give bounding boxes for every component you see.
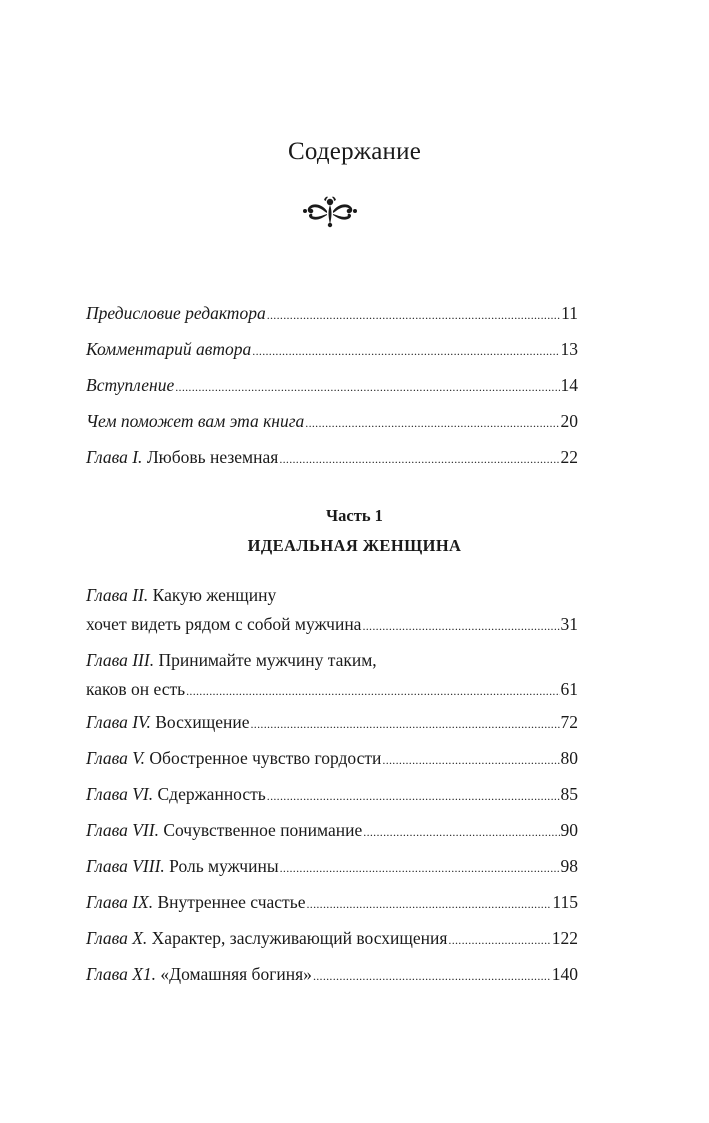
page-number: 22 <box>560 447 578 467</box>
entry-title: Любовь неземная <box>142 447 279 467</box>
dot-leader <box>267 786 560 807</box>
fleuron-ornament-icon <box>302 194 358 228</box>
entry-title: Вступление <box>86 375 175 395</box>
chapter-number: Глава X1. <box>86 964 157 984</box>
entry-title: Какую женщину <box>148 585 277 605</box>
toc-entry[interactable] <box>86 650 578 702</box>
toc-entry[interactable] <box>86 447 578 470</box>
toc-entry[interactable] <box>86 303 578 326</box>
entry-title: Характер, заслуживающий восхищения <box>147 928 448 948</box>
chapter-number: Глава X. <box>86 928 148 948</box>
chapter-number: Глава VI. <box>86 784 154 804</box>
entry-title-continued: хочет видеть рядом с собой мужчина <box>86 614 362 634</box>
page-number: 90 <box>560 820 578 840</box>
toc-entry[interactable] <box>86 892 578 915</box>
chapter-number: Глава II. <box>86 585 149 605</box>
dot-leader <box>305 413 559 434</box>
dot-leader <box>362 616 559 637</box>
page-number: 140 <box>551 964 578 984</box>
entry-title: Чем поможет вам эта книга <box>86 411 305 431</box>
page-number: 122 <box>551 928 578 948</box>
page-number: 20 <box>560 411 578 431</box>
entry-title: Восхищение <box>150 712 250 732</box>
entry-title: «Домашняя богиня» <box>156 964 312 984</box>
toc-entry[interactable] <box>86 964 578 987</box>
chapter-number: Глава I. <box>86 447 143 467</box>
toc-entry[interactable] <box>86 339 578 362</box>
page-number: 115 <box>552 892 578 912</box>
entry-title: Сочувственное понимание <box>158 820 363 840</box>
dot-leader <box>280 858 560 879</box>
page-number: 98 <box>560 856 578 876</box>
entry-title: Сдержанность <box>153 784 266 804</box>
chapter-number: Глава VIII. <box>86 856 165 876</box>
dot-leader <box>306 894 551 915</box>
toc-entry[interactable] <box>86 928 578 951</box>
page-number: 11 <box>561 303 578 323</box>
dot-leader <box>363 822 559 843</box>
chapter-number: Глава III. <box>86 650 155 670</box>
dot-leader <box>175 377 559 398</box>
toc-entry[interactable] <box>86 712 578 735</box>
dot-leader <box>313 966 551 987</box>
page-number: 31 <box>560 614 578 634</box>
toc-entry[interactable] <box>86 375 578 398</box>
entry-title: Роль мужчины <box>164 856 279 876</box>
entry-title: Комментарий автора <box>86 339 252 359</box>
dot-leader <box>251 714 560 735</box>
entry-title-continued: каков он есть <box>86 679 186 699</box>
chapter-number: Глава VII. <box>86 820 159 840</box>
dot-leader <box>186 681 559 702</box>
page-title: Содержание <box>288 138 421 165</box>
page-number: 80 <box>560 748 578 768</box>
page-number: 61 <box>560 679 578 699</box>
toc-entry[interactable] <box>86 820 578 843</box>
part-title: ИДЕАЛЬНАЯ ЖЕНЩИНА <box>247 536 462 555</box>
dot-leader <box>252 341 559 362</box>
toc-entry[interactable] <box>86 748 578 771</box>
dot-leader <box>448 930 550 951</box>
dot-leader <box>279 449 559 470</box>
entry-title: Принимайте мужчину таким, <box>154 650 377 670</box>
toc-entry[interactable] <box>86 784 578 807</box>
page-number: 13 <box>560 339 578 359</box>
page-number: 72 <box>560 712 578 732</box>
dot-leader <box>382 750 559 771</box>
toc-entry[interactable] <box>86 856 578 879</box>
toc-entry[interactable] <box>86 585 578 637</box>
entry-title: Внутреннее счастье <box>153 892 306 912</box>
entry-title: Обостренное чувство гордости <box>145 748 382 768</box>
chapter-number: Глава IX. <box>86 892 154 912</box>
toc-entry[interactable] <box>86 411 578 434</box>
chapter-number: Глава V. <box>86 748 146 768</box>
part-label: Часть 1 <box>326 506 383 525</box>
dot-leader <box>267 305 560 326</box>
page-number: 85 <box>560 784 578 804</box>
page-number: 14 <box>560 375 578 395</box>
entry-title: Предисловие редактора <box>86 303 266 323</box>
chapter-number: Глава IV. <box>86 712 151 732</box>
